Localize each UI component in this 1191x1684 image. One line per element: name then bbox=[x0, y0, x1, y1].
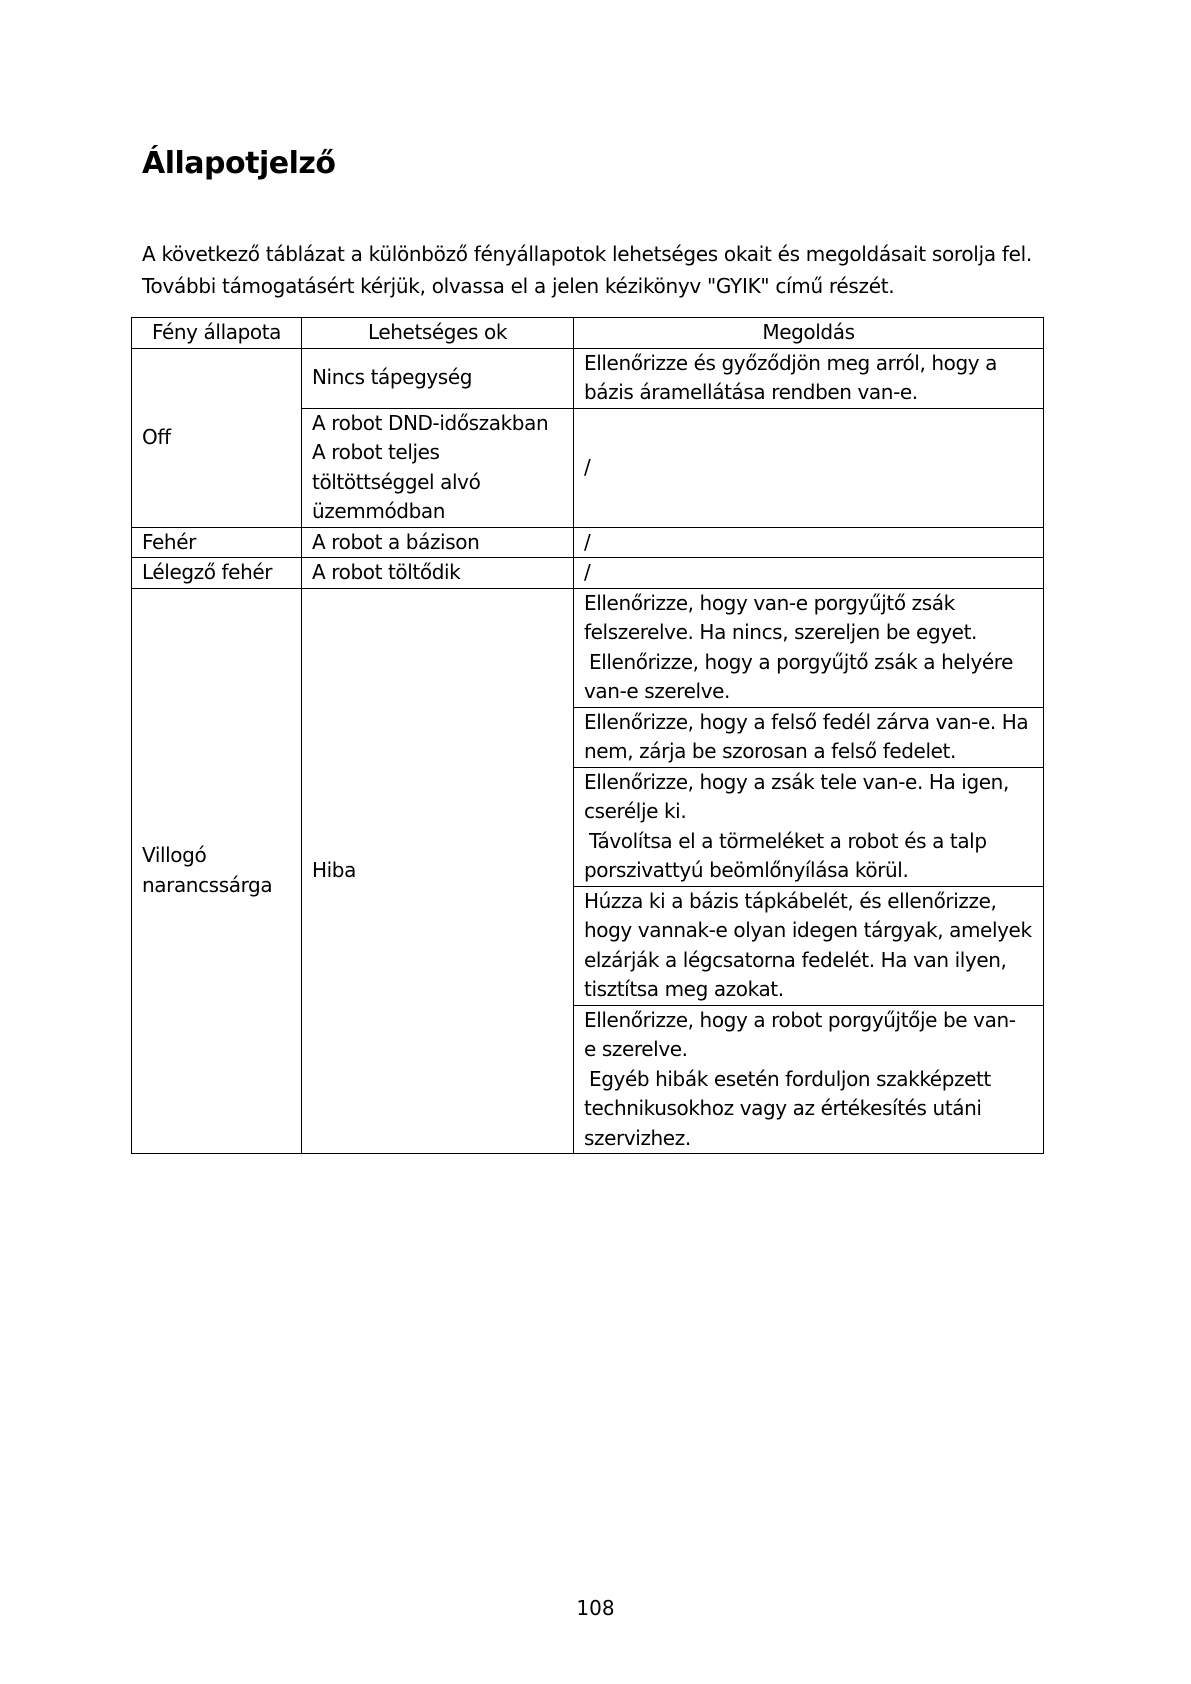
state-breathing-white: Lélegző fehér bbox=[132, 558, 302, 589]
solution-line: Húzza ki a bázis tápkábelét, és ellenőrizze, bbox=[584, 888, 997, 913]
solution-line: nem, zárja be szorosan a felső fedelet. bbox=[584, 739, 956, 763]
cause-charging: A robot töltődik bbox=[302, 558, 574, 589]
header-light-state: Fény állapota bbox=[132, 318, 302, 349]
page-number: 108 bbox=[576, 1596, 615, 1620]
table-row bbox=[132, 527, 1044, 558]
solution-line: van-e szerelve. bbox=[584, 679, 731, 703]
solution-line: bázis áramellátása rendben van-e. bbox=[584, 380, 918, 404]
cause-no-power: Nincs tápegység bbox=[302, 348, 574, 408]
solution-line: Ellenőrizze, hogy a robot porgyűjtője be van- bbox=[584, 1007, 1016, 1032]
solution-dust-bin-service bbox=[574, 1005, 1044, 1154]
intro-line: A következő táblázat a különböző fényállapotok lehetséges okait és megoldásait sorolja fel. bbox=[142, 242, 1032, 266]
solution-air-duct bbox=[574, 886, 1044, 1005]
solution-none: / bbox=[574, 527, 1044, 558]
solution-line: elzárják a légcsatorna fedelét. Ha van ilyen, bbox=[584, 947, 1007, 972]
cause-line: üzemmódban bbox=[312, 499, 446, 523]
intro-line: További támogatásért kérjük, olvassa el a jelen kézikönyv "GYIK" című részét. bbox=[142, 274, 895, 298]
cause-line: A robot teljes bbox=[312, 440, 440, 464]
state-line: narancssárga bbox=[142, 872, 273, 897]
header-solution: Megoldás bbox=[574, 318, 1044, 349]
solution-line: e szerelve. bbox=[584, 1037, 688, 1061]
solution-none: / bbox=[574, 408, 1044, 527]
solution-top-cover bbox=[574, 707, 1044, 767]
status-light-table bbox=[131, 317, 1044, 1154]
state-blinking-orange bbox=[132, 588, 302, 1154]
cause-error: Hiba bbox=[302, 588, 574, 1154]
solution-line: Ellenőrizze, hogy a felső fedél zárva van-e. Ha bbox=[584, 709, 1029, 734]
solution-line: szervizhez. bbox=[584, 1125, 691, 1150]
solution-line: felszerelve. Ha nincs, szereljen be egyet. bbox=[584, 620, 977, 644]
header-possible-cause: Lehetséges ok bbox=[302, 318, 574, 349]
page-title: Állapotjelző bbox=[142, 146, 336, 181]
state-off: Off bbox=[132, 348, 302, 527]
state-white: Fehér bbox=[132, 527, 302, 558]
solution-line: porszivattyú beömlőnyílása körül. bbox=[584, 858, 909, 882]
solution-dust-bag bbox=[574, 588, 1044, 707]
solution-line: Ellenőrizze és győződjön meg arról, hogy a bbox=[584, 350, 998, 375]
solution-check-power bbox=[574, 348, 1044, 408]
solution-line: Ellenőrizze, hogy van-e porgyűjtő zsák bbox=[584, 590, 955, 615]
state-line: Villogó bbox=[142, 843, 207, 868]
solution-none: / bbox=[574, 558, 1044, 589]
table-row bbox=[132, 348, 1044, 408]
intro-paragraph bbox=[142, 238, 1062, 302]
cause-line: A robot DND-időszakban bbox=[312, 410, 549, 435]
cause-on-base: A robot a bázison bbox=[302, 527, 574, 558]
solution-line: Távolítsa el a törmeléket a robot és a talp bbox=[589, 828, 987, 853]
table-row bbox=[132, 558, 1044, 589]
solution-line: Egyéb hibák esetén forduljon szakképzett bbox=[589, 1066, 991, 1091]
cause-line: töltöttséggel alvó bbox=[312, 469, 481, 494]
table-row bbox=[132, 588, 1044, 707]
solution-line: cserélje ki. bbox=[584, 799, 687, 823]
solution-line: Ellenőrizze, hogy a porgyűjtő zsák a helyére bbox=[589, 649, 1014, 674]
solution-line: hogy vannak-e olyan idegen tárgyak, amelyek bbox=[584, 918, 1032, 942]
solution-line: tisztítsa meg azokat. bbox=[584, 977, 784, 1001]
solution-line: technikusokhoz vagy az értékesítés utáni bbox=[584, 1096, 982, 1120]
solution-bag-full bbox=[574, 767, 1044, 886]
cause-dnd-sleep bbox=[302, 408, 574, 527]
solution-line: Ellenőrizze, hogy a zsák tele van-e. Ha igen, bbox=[584, 769, 1009, 794]
table-header-row bbox=[132, 318, 1044, 349]
